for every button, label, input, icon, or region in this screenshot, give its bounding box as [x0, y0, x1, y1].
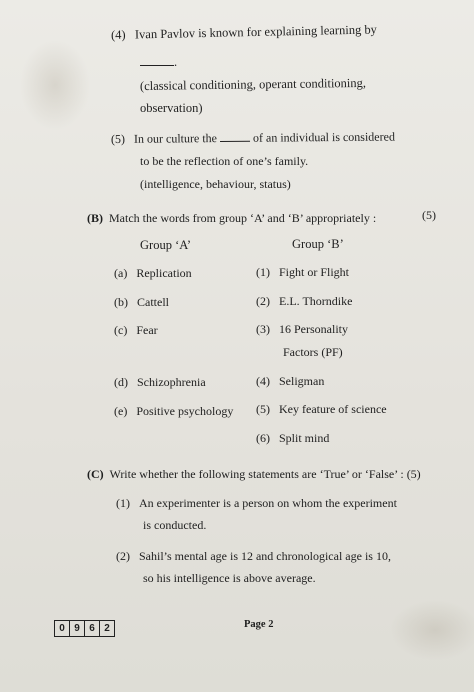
section-marks: (5)	[422, 208, 436, 222]
question-number: (4)	[110, 27, 126, 42]
section-marks: (5)	[406, 467, 421, 481]
statement-item: (1) An experimenter is a person on whom the experiment	[116, 496, 397, 510]
statement-item-continued: so his intelligence is above average.	[143, 571, 316, 585]
paper-smudge	[390, 600, 474, 660]
section-instruction: Write whether the following statements are ‘True’ or ‘False’ :	[109, 467, 404, 481]
group-b-item: (6) Split mind	[256, 431, 330, 445]
group-b-item: (4) Seligman	[256, 374, 325, 388]
question-options: (classical conditioning, operant conditioning,	[139, 75, 367, 93]
group-a-header: Group ‘A’	[140, 238, 192, 252]
group-b-item-continued: Factors (PF)	[283, 345, 343, 359]
section-label: (B)	[87, 211, 103, 225]
statement-item: (2) Sahil’s mental age is 12 and chronological age is 10,	[116, 549, 391, 563]
code-digit: 0	[55, 621, 70, 636]
section-b-header	[87, 211, 376, 226]
question-4	[111, 22, 377, 43]
group-b-item: (5) Key feature of science	[256, 402, 387, 416]
statement-item-continued: is conducted.	[143, 518, 207, 532]
question-text: to be the reflection of one’s family.	[140, 154, 309, 168]
group-b-item: (1) Fight or Flight	[256, 265, 350, 279]
paper-code-box	[54, 620, 115, 637]
paper-smudge	[20, 40, 90, 130]
group-a-item: (c) Fear	[114, 323, 158, 337]
group-b-header: Group ‘B’	[292, 237, 344, 251]
group-a-item: (e) Positive psychology	[114, 404, 234, 418]
group-a-item: (b) Cattell	[114, 295, 169, 309]
code-digit: 9	[70, 621, 85, 636]
question-options: observation)	[140, 101, 203, 115]
question-number: (5)	[110, 131, 126, 146]
code-digit: 2	[104, 623, 110, 634]
page-number: Page 2	[244, 619, 274, 630]
section-label: (C)	[87, 467, 104, 481]
group-b-item: (2) E.L. Thorndike	[256, 294, 353, 308]
group-b-item: (3) 16 Personality	[256, 322, 348, 336]
question-5: (5) In our culture the of an individual is considered	[110, 129, 395, 146]
question-options: (intelligence, behaviour, status)	[140, 177, 291, 191]
group-a-item: (d) Schizophrenia	[114, 375, 206, 389]
answer-blank-line: .	[140, 54, 177, 70]
answer-blank	[220, 130, 250, 142]
section-c-header	[87, 467, 421, 482]
question-text: Ivan Pavlov is known for explaining learning by	[134, 22, 377, 42]
answer-blank	[140, 54, 174, 66]
section-instruction: Match the words from group ‘A’ and ‘B’ appropriately :	[109, 211, 377, 225]
group-a-item: (a) Replication	[114, 266, 192, 280]
code-digit: 6	[85, 621, 100, 636]
